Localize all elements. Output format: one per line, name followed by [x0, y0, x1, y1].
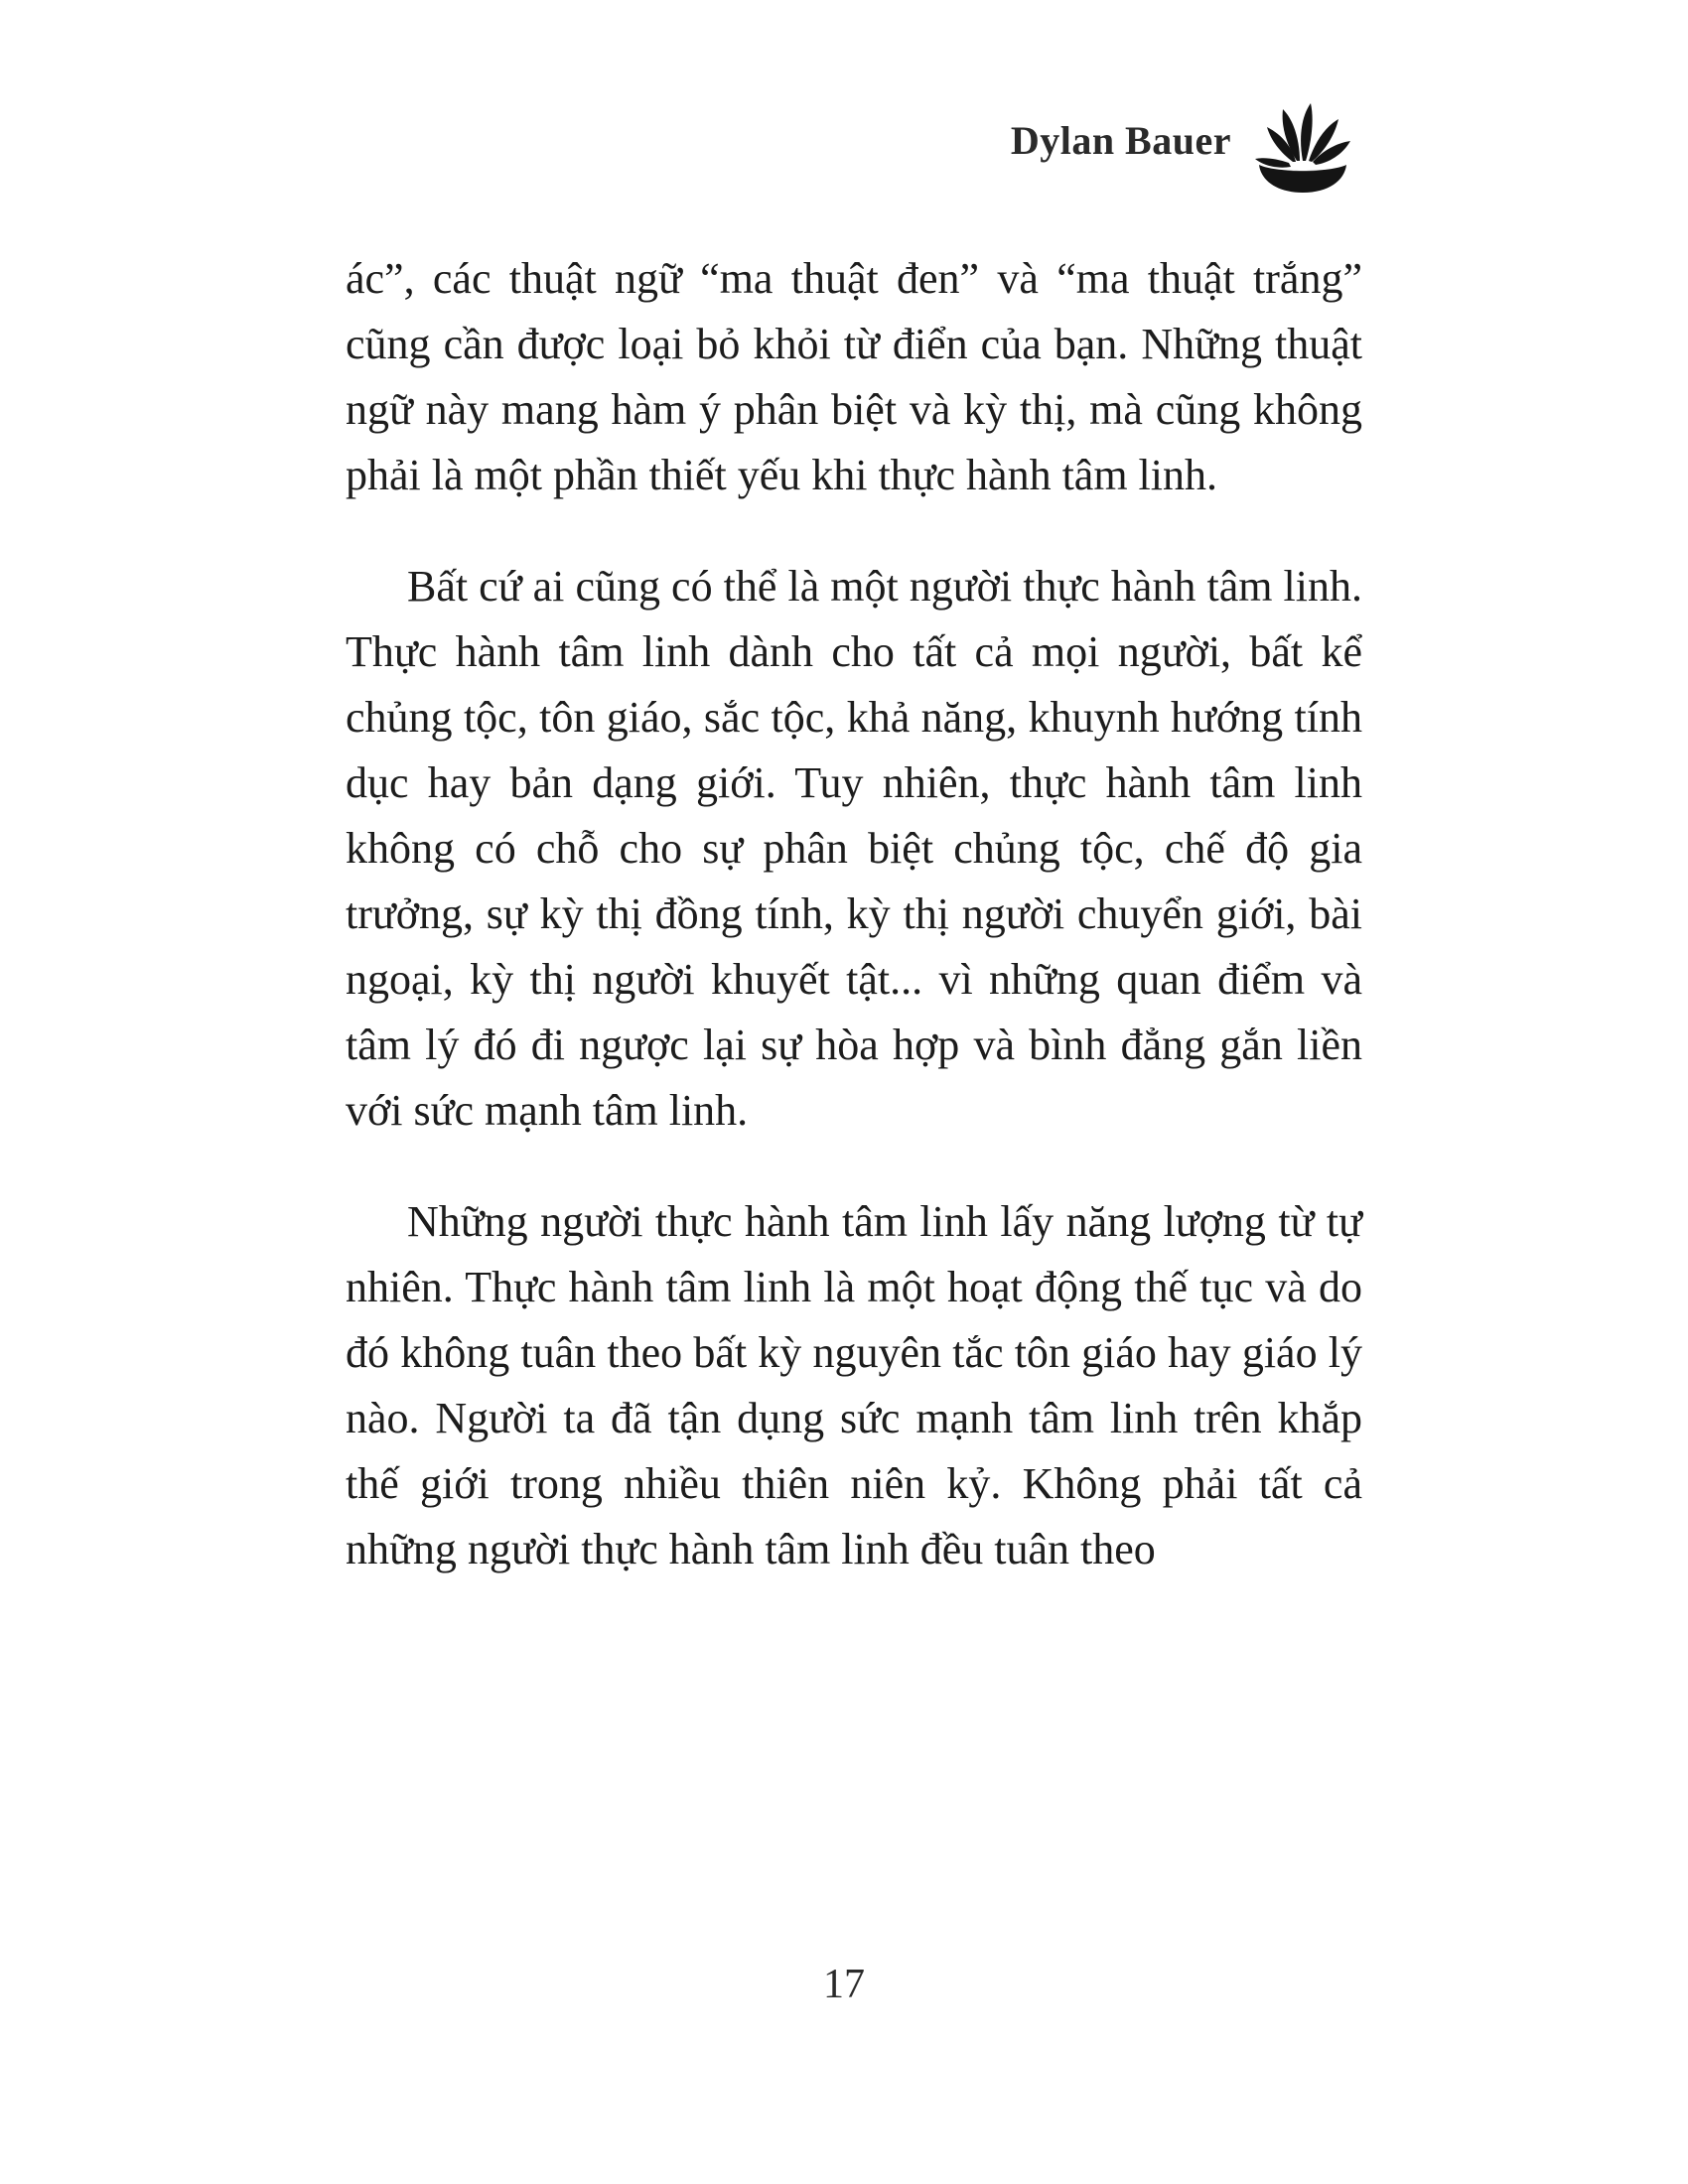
paragraph-1: ác”, các thuật ngữ “ma thuật đen” và “ma thuật trắng” cũng cần được loại bỏ khỏi từ điển của bạn. Những thuật ngữ này mang hàm ý phân biệt và kỳ thị, mà cũng không phải là một phần thiết yếu khi thực hành tâm linh.: [346, 254, 1362, 499]
author-name: Dylan Bauer: [1010, 117, 1231, 163]
body-text: [346, 246, 1362, 1628]
paragraph-3: Những người thực hành tâm linh lấy năng lượng từ tự nhiên. Thực hành tâm linh là một hoạt động thế tục và do đó không tuân theo bất kỳ nguyên tắc tôn giáo hay giáo lý nào. Người ta đã tận dụng sức mạnh tâm linh trên khắp thế giới trong nhiều thiên niên kỷ. Không phải tất cả những người thực hành tâm linh đều tuân theo: [346, 1197, 1362, 1573]
page-header: [1011, 99, 1360, 199]
plant-in-bowl-icon: [1245, 99, 1360, 199]
page-footer: [0, 1961, 1688, 2008]
page-number: 17: [823, 1962, 865, 2007]
paragraph-2: Bất cứ ai cũng có thể là một người thực hành tâm linh. Thực hành tâm linh dành cho tất cả mọi người, bất kể chủng tộc, tôn giáo, sắc tộc, khả năng, khuynh hướng tính dục hay bản dạng giới. Tuy nhiên, thực hành tâm linh không có chỗ cho sự phân biệt chủng tộc, chế độ gia trưởng, sự kỳ thị đồng tính, kỳ thị người chuyển giới, bài ngoại, kỳ thị người khuyết tật... vì những quan điểm và tâm lý đó đi ngược lại sự hòa hợp và bình đẳng gắn liền với sức mạnh tâm linh.: [346, 562, 1362, 1135]
